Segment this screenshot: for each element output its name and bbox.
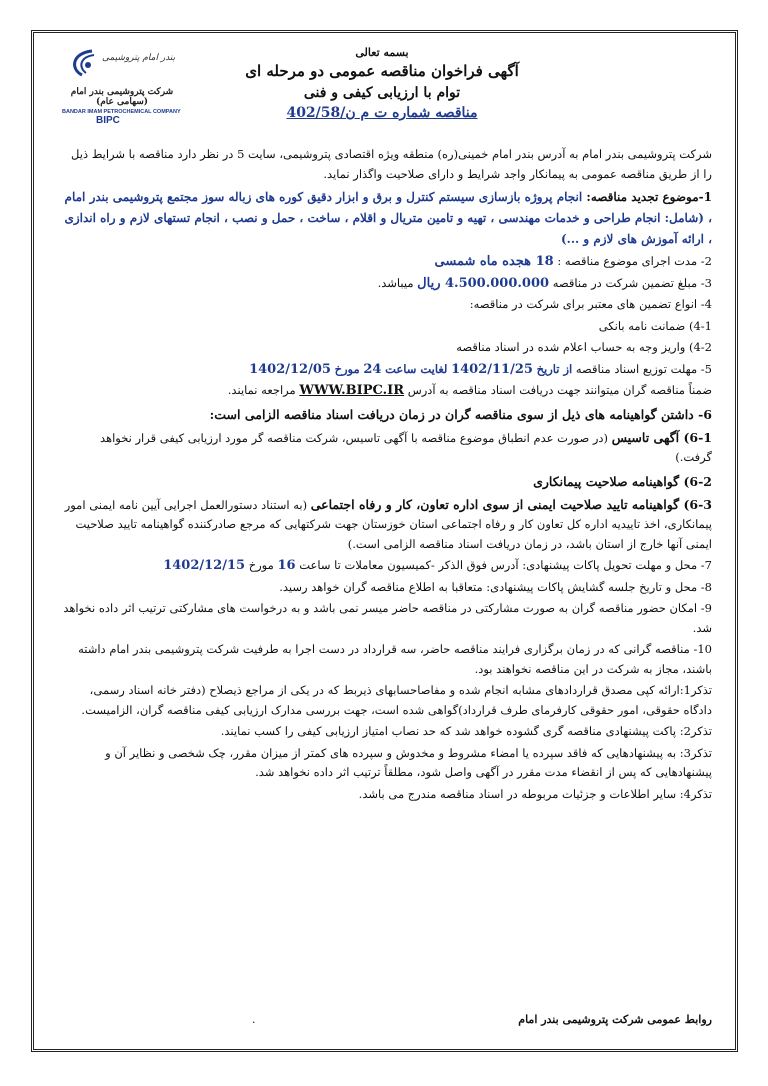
item-1	[62, 187, 712, 250]
intro-text: شرکت پتروشیمی بندر امام به آدرس بندر امام خمینی(ره) منطقه ویژه اقتصادی پتروشیمی، سایت 5 در نظر دارد مناقصه با شرایط ذیل را از طریق مناقصه عمومی به پیمانکار واجد شرایط و دارای صلاحیت واگذار نماید.	[71, 147, 712, 181]
item-4-2: 4-2) واریز وجه به حساب اعلام شده در اسناد مناقصه	[456, 340, 712, 354]
item-5-note-pre: ضمناً مناقصه گران میتوانند جهت دریافت اسناد مناقصه به آدرس	[407, 383, 712, 397]
item-6-2: 6-2) گواهینامه صلاحیت پیمانکاری	[533, 473, 712, 489]
item-8: 8- محل و تاریخ جلسه گشایش پاکات پیشنهادی: متعاقبا به اطلاع مناقصه گران خواهد رسید.	[279, 579, 712, 594]
title-block	[202, 45, 562, 123]
item-7	[62, 556, 712, 576]
item-5-from: از تاریخ	[536, 361, 573, 376]
item-5-hour: 24	[363, 361, 382, 377]
item-10: 10- مناقصه گرانی که در زمان برگزاری فرایند مناقصه حاضر، سه قرارداد در دست اجرا به طرفیت شرکت پتروشیمی بندر امام داشته باشند، مجاز به شرکت در این مناقصه نخواهند بود.	[78, 642, 712, 676]
item-6-1-text: (در صورت عدم انطباق موضوع مناقصه با آگهی تاسیس، شرکت مناقصه گر مورد ارزیابی کیفی قرار نخواهد گرفت.)	[99, 430, 712, 464]
item-5-on: مورخ	[334, 361, 360, 376]
item-2	[62, 252, 712, 272]
logo-abbr: BIPC	[96, 115, 120, 126]
item-6-1	[62, 428, 712, 468]
basmala: بسمه تعالی	[355, 46, 409, 59]
logo-name-en: BANDAR IMAM PETROCHEMICAL COMPANY	[62, 109, 181, 115]
item-3-suffix: میباشد.	[377, 275, 414, 290]
note-3: تذکر3: به پیشنهادهایی که فاقد سپرده یا امضاء مشروط و مخدوش و سپرده های کمتر از میزان مقرر، چک شخصی و نظایر آن و پیشنهادهایی که پس از انقضاء مدت مقرر در آگهی واصل شود، مطلقاً ترتیب اثر داده نخواهد شد.	[105, 745, 712, 779]
item-7-hour: 16	[277, 558, 296, 573]
item-6-3-text: (به استناد دستورالعمل اجرایی آیین نامه ایمنی امور پیمانکاری، اخذ تاییدیه اداره کل تعاون کار و رفاه اجتماعی استان خوزستان جهت شرکتهایی که مرجع صادرکننده گواهینامه تایید صلاحیت ایمنی آنها خارج از استان باشد، در زمان دریافت اسناد مناقصه الزامی است.)	[64, 497, 712, 551]
item-2-value: 18 هجده ماه شمسی	[434, 254, 554, 269]
footer	[62, 1013, 712, 1026]
footer-signature: روابط عمومی شرکت پتروشیمی بندر امام	[518, 1013, 712, 1026]
tender-notice	[62, 45, 712, 1045]
item-5-note-post: مراجعه نمایند.	[227, 383, 296, 397]
item-5	[62, 360, 712, 380]
item-5-date-to: 1402/12/05	[249, 361, 331, 377]
website-link[interactable]: WWW.BIPC.IR	[299, 383, 405, 398]
note-1: تذکر1:ارائه کپی مصدق قراردادهای مشابه انجام شده و مفاصاحسابهای ذیربط که در یکی از مراجع ذیصلاح (دفتر خانه اسناد رسمی، دادگاه حقوقی، امور حقوقی کارفرمای طرف قرارداد)گواهی شده است، جهت بررسی مدارک ارزیابی کیفی مناقصه گران، الزامیست.	[81, 683, 712, 717]
item-4-1: 4-1) ضمانت نامه بانکی	[598, 318, 712, 333]
item-2-label: 2- مدت اجرای موضوع مناقصه :	[557, 254, 712, 268]
item-5-date-from: 1402/11/25	[451, 361, 533, 377]
item-3-value: 4.500.000.000 ریال	[417, 275, 550, 291]
item-5-until: لغایت ساعت	[385, 361, 448, 376]
note-2: تذکر2: پاکت پیشنهادی مناقصه گری گشوده خواهد شد که حد نصاب امتیاز ارزیابی کیفی را کسب نمایند.	[220, 724, 712, 738]
item-6-1-label: 6-1) آگهی تاسیس	[611, 429, 712, 445]
item-1-label: 1-موضوع تجدید مناقصه:	[586, 190, 712, 204]
note-4: تذکر4: سایر اطلاعات و جزئیات مربوطه در اسناد مناقصه مندرج می باشد.	[358, 786, 712, 801]
item-7-label: 7- محل و مهلت تحویل پاکات پیشنهادی: آدرس فوق الذکر -کمیسیون معاملات تا ساعت	[299, 558, 712, 572]
item-3	[62, 274, 712, 294]
item-5-note	[62, 381, 712, 401]
header	[62, 45, 712, 143]
item-6-3-label: 6-3) گواهینامه تایید صلاحیت ایمنی از سوی اداره تعاون، کار و رفاه اجتماعی	[310, 496, 712, 512]
item-1-text: انجام پروژه بازسازی سیستم کنترل و برق و ابزار دقیق کوره های زباله سوز مجتمع پتروشیمی بندر امام ، (شامل: انجام طراحی و خدمات مهندسی ، تهیه و تامین متریال و اقلام ، ساخت ، حمل و نصب ، انجام تستهای لازم و راه اندازی ، ارائه آموزش های لازم و ...)	[64, 190, 712, 246]
item-7-date: 1402/12/15	[163, 558, 246, 573]
tender-number: مناقصه شماره ت م ن/402/58	[286, 105, 478, 121]
title-line-2: توام با ارزیابی کیفی و فنی	[303, 85, 461, 101]
item-9: 9- امکان حضور مناقصه گران به صورت مشارکتی در مناقصه حاضر میسر نمی باشد و به درخواست های مشارکتی ترتیب اثر داده نخواهد شد.	[63, 601, 712, 635]
footer-dot: .	[252, 1013, 256, 1026]
item-4: 4- انواع تضمین های معتبر برای شرکت در مناقصه:	[469, 297, 712, 311]
logo-signature: بندر امام پتروشیمی	[102, 53, 176, 63]
company-logo	[62, 47, 182, 143]
item-7-on: مورخ	[248, 558, 274, 572]
item-6: 6- داشتن گواهینامه های ذیل از سوی مناقصه گران در زمان دریافت اسناد مناقصه الزامی است:	[209, 406, 712, 422]
item-5-label: 5- مهلت توزیع اسناد مناقصه	[575, 361, 712, 376]
title-line-1: آگهی فراخوان مناقصه عمومی دو مرحله ای	[245, 62, 519, 80]
item-3-label: 3- مبلغ تضمین شرکت در مناقصه	[552, 275, 712, 290]
item-6-3	[62, 495, 712, 555]
logo-name-fa: شرکت پتروشیمی بندر امام (سهامی عام)	[70, 87, 174, 107]
